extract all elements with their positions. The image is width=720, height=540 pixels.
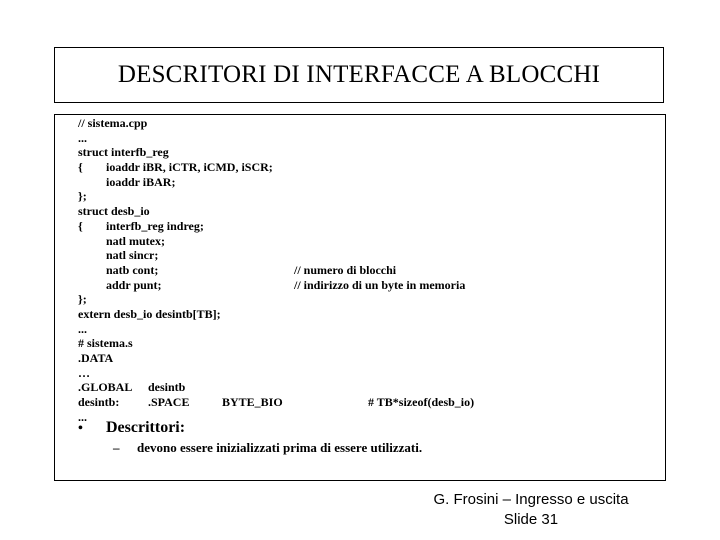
code-token: addr punt; bbox=[106, 277, 162, 292]
code-token: .GLOBAL bbox=[78, 380, 133, 395]
code-token: struct desb_io bbox=[78, 204, 150, 219]
code-token: struct interfb_reg bbox=[78, 145, 169, 160]
code-token: { bbox=[78, 160, 83, 175]
code-token: desintb bbox=[148, 380, 186, 395]
code-token: # TB*sizeof(desb_io) bbox=[368, 395, 475, 410]
code-token: .SPACE bbox=[148, 395, 190, 410]
title-box bbox=[54, 47, 664, 103]
code-token: .DATA bbox=[78, 351, 114, 365]
sub-bullet-marker: – bbox=[113, 440, 120, 455]
code-token: desintb: bbox=[78, 395, 120, 410]
code-token: BYTE_BIO bbox=[222, 395, 283, 410]
code-token: natb cont; bbox=[106, 262, 159, 277]
code-token: ... bbox=[78, 130, 87, 145]
code-token: natl sincr; bbox=[106, 248, 159, 263]
code-token: … bbox=[78, 365, 90, 380]
code-token: extern desb_io desintb[TB]; bbox=[78, 306, 221, 321]
footer-slide-number: Slide 31 bbox=[503, 511, 559, 528]
sub-bullet-text: devono essere inizializzati prima di essere utilizzati. bbox=[137, 440, 423, 455]
code-token: // sistema.cpp bbox=[78, 116, 148, 130]
code-token: ... bbox=[78, 321, 87, 336]
footer bbox=[404, 490, 658, 530]
code-token: # sistema.s bbox=[78, 336, 133, 351]
code-token: // numero di blocchi bbox=[294, 262, 397, 277]
footer-author: G. Frosini – Ingresso e uscita bbox=[433, 491, 629, 508]
code-token: { bbox=[78, 218, 83, 233]
bullet-label: Descrittori: bbox=[106, 419, 186, 436]
code-token: natl mutex; bbox=[106, 233, 165, 248]
code-token: // indirizzo di un byte in memoria bbox=[294, 277, 466, 292]
code-token: ioaddr iBR, iCTR, iCMD, iSCR; bbox=[106, 160, 273, 175]
code-token: }; bbox=[78, 292, 87, 307]
code-token: }; bbox=[78, 189, 87, 204]
code-token: ... bbox=[78, 409, 87, 424]
code-token: ioaddr iBAR; bbox=[106, 174, 176, 189]
code-token: interfb_reg indreg; bbox=[106, 218, 204, 233]
slide-title: DESCRITORI DI INTERFACCE A BLOCCHI bbox=[117, 61, 601, 88]
bullet-marker: • bbox=[78, 421, 83, 436]
